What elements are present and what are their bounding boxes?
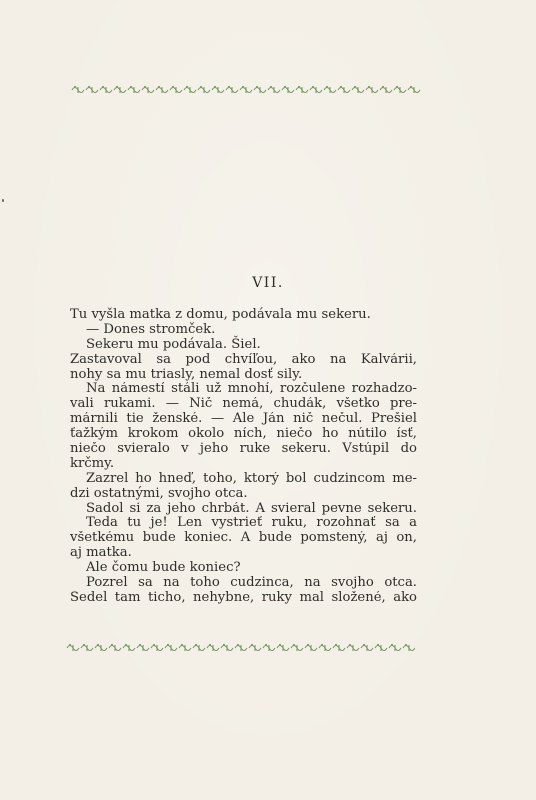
ornament-motif [408,86,420,93]
ornament-motif [100,86,112,93]
ornament-motif [226,86,238,93]
ornament-motif [296,86,308,93]
ornament-motif [165,644,177,651]
text-line: Sadol si za jeho chrbát. A svieral pevne sekeru. [86,501,417,516]
ornament-motif [394,86,406,93]
ornament-top-svg [70,84,422,94]
ornament-motif [95,644,107,651]
ornament-motif [151,644,163,651]
text-line: Na námestí stáli už mnohí, rozčulene rozhadzo- [86,382,417,397]
ornament-motif [137,644,149,651]
text-line: krčmy. [70,455,115,471]
text-line: Teda tu je! Len vystrieť ruku, rozohnať sa a [86,516,417,531]
ornament-motif [184,86,196,93]
text-line: Sekeru mu podávala. Šiel. [86,336,261,352]
ornament-motif [193,644,205,651]
ornament-bottom-svg [65,642,415,652]
text-line: dzi ostatnými, svojho otca. [70,485,248,501]
ornament-motif [86,86,98,93]
ornament-motif [240,86,252,93]
page-speck [2,199,4,202]
ornament-motif [198,86,210,93]
text-line: ťažkým krokom okolo ních, niečo ho nútilo ísť, [70,427,417,442]
text-line: vali rukami. — Nič nemá, chudák, všetko pre- [70,397,417,412]
ornament-motif [109,644,121,651]
ornament-motif [114,86,126,93]
ornament-motif [347,644,359,651]
ornament-motif [333,644,345,651]
chapter-heading: VII. [252,275,284,291]
ornament-motif [338,86,350,93]
ornament-motif [123,644,135,651]
text-line: Pozrel sa na toho cudzinca, na svojho otca. [86,576,417,591]
text-line: niečo svieralo v jeho ruke sekeru. Vstúpil do [70,442,417,457]
ornament-motif [310,86,322,93]
ornament-motif [81,644,93,651]
text-line: nohy sa mu triasly, nemal dosť sily. [70,366,303,382]
ornament-motif [156,86,168,93]
text-line: Zastavoval sa pod chvíľou, ako na Kalvárii, [70,352,417,367]
ornament-motif [67,644,79,651]
ornament-motif [221,644,233,651]
ornament-motif [375,644,387,651]
text-line: Sedel tam ticho, nehybne, ruky mal složené, ako [70,590,417,605]
ornament-motif [361,644,373,651]
ornament-motif [305,644,317,651]
ornament-motif [254,86,266,93]
text-line: márnili tie ženské. — Ale Ján nič nečul. Prešiel [70,412,417,427]
ornament-motif [212,86,224,93]
text-line: — Dones stromček. [86,321,216,337]
top-ornament-border [70,84,422,94]
ornament-motif [179,644,191,651]
text-line: všetkému bude koniec. A bude pomstený, aj on, [70,531,417,546]
ornament-motif [380,86,392,93]
ornament-motif [142,86,154,93]
ornament-motif [352,86,364,93]
ornament-motif [235,644,247,651]
text-line: aj matka. [70,545,132,561]
ornament-motif [268,86,280,93]
text-line: Ale čomu bude koniec? [86,560,241,576]
ornament-motif [366,86,378,93]
ornament-motif [277,644,289,651]
ornament-motif [249,644,261,651]
body-text [70,308,417,606]
ornament-motif [263,644,275,651]
ornament-motif [291,644,303,651]
bottom-ornament-border [65,642,415,652]
ornament-motif [403,644,415,651]
text-line: Tu vyšla matka z domu, podávala mu sekeru. [70,307,371,322]
ornament-motif [282,86,294,93]
ornament-motif [319,644,331,651]
ornament-motif [389,644,401,651]
ornament-motif [128,86,140,93]
text-line: Zazrel ho hneď, toho, ktorý bol cudzincom me- [86,471,417,486]
ornament-motif [324,86,336,93]
ornament-motif [170,86,182,93]
ornament-motif [72,86,84,93]
ornament-motif [207,644,219,651]
